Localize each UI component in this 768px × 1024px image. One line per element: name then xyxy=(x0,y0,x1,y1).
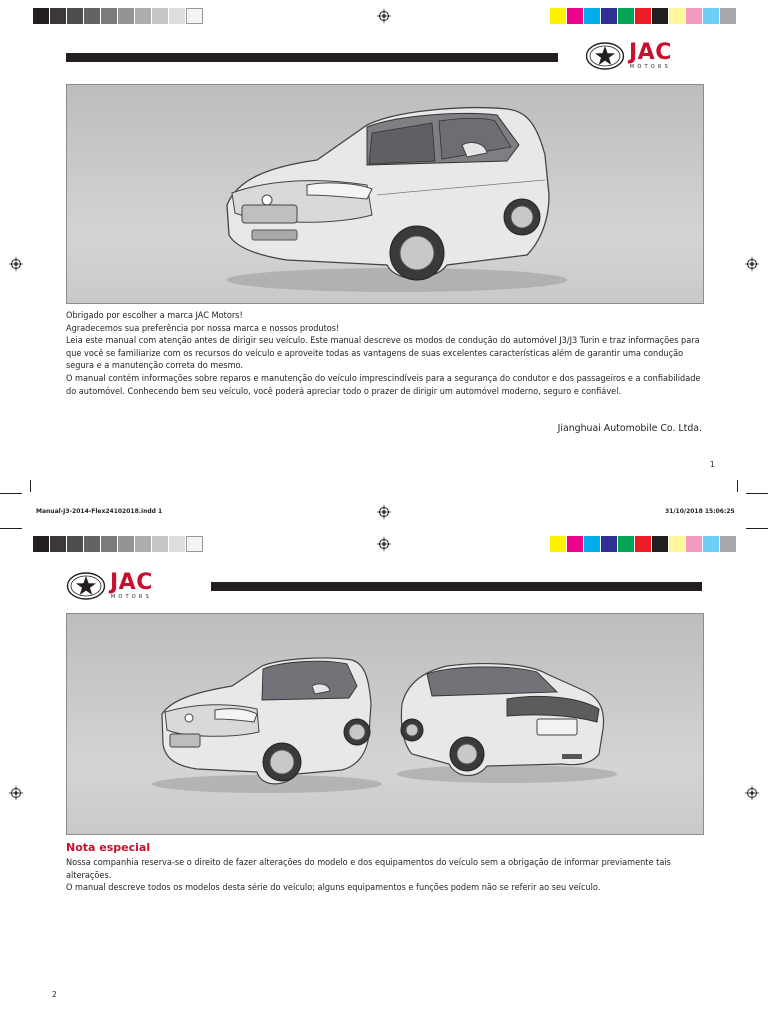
registration-mark-icon xyxy=(745,257,759,271)
registration-mark-icon xyxy=(377,9,391,23)
crop-mark xyxy=(30,480,31,492)
slug-filename: Manual-J3-2014-Flex24102018.indd 1 xyxy=(36,508,163,515)
intro-paragraph: O manual contém informações sobre reparos e manutenção do veículo imprescindíveis para a segurança do condutor e dos passageiros e a confiabilidade do automóvel. Conhecendo bem seu veículo, você poderá apreciar todo o prazer de dirigir um automóvel moderno, seguro e confiável. xyxy=(66,373,701,397)
nota-especial-text xyxy=(66,857,704,895)
header-rule xyxy=(211,582,702,591)
gray-color-bar-bottom xyxy=(33,536,203,552)
page-number: 1 xyxy=(710,460,715,469)
intro-paragraph: Agradecemos sua preferência por nossa marca e nossos produtos! xyxy=(66,323,340,334)
cmyk-color-bar-bottom xyxy=(550,536,737,552)
gray-color-bar-top xyxy=(33,8,203,24)
jac-star-emblem-icon xyxy=(66,571,106,601)
crop-mark xyxy=(0,493,22,494)
cmyk-color-bar-top xyxy=(550,8,737,24)
crop-mark xyxy=(746,493,768,494)
registration-mark-icon xyxy=(745,786,759,800)
registration-mark-icon xyxy=(9,786,23,800)
logo-brand-text: JAC xyxy=(110,570,153,595)
registration-mark-icon xyxy=(377,537,391,551)
slug-date: 31/10/2018 15:06:25 xyxy=(665,508,735,515)
page-number: 2 xyxy=(52,990,57,999)
jac-logo xyxy=(66,571,153,601)
car-illustration-front xyxy=(66,84,704,304)
intro-paragraph: Leia este manual com atenção antes de dirigir seu veículo. Este manual descreve os modos de condução do automóvel J3/J3 Turin e traz informações para que você se familiarize com os recursos do veículo e aproveite todas as vantagens de suas excelentes características além de garantir uma condução segura e a manutenção correta do mesmo. xyxy=(66,336,700,372)
nota-paragraph: Nossa companhia reserva-se o direito de fazer alterações do modelo e dos equipamentos do veículo sem a obrigação de informar previamente tais alterações. xyxy=(66,858,671,881)
crop-mark xyxy=(746,528,768,529)
company-signature: Jianghuai Automobile Co. Ltda. xyxy=(557,423,702,434)
intro-text xyxy=(66,310,704,398)
header-rule xyxy=(66,53,558,62)
nota-paragraph: O manual descreve todos os modelos desta série do veículo; alguns equipamentos e funções podem não se referir ao seu veículo. xyxy=(66,883,601,894)
registration-mark-icon xyxy=(9,257,23,271)
crop-mark xyxy=(0,528,22,529)
logo-sub-text: MOTORS xyxy=(629,64,671,70)
nota-especial-heading: Nota especial xyxy=(66,841,151,854)
logo-brand-text: JAC xyxy=(629,40,672,65)
jac-star-emblem-icon xyxy=(585,41,625,71)
logo-sub-text: MOTORS xyxy=(110,594,152,600)
registration-mark-icon xyxy=(377,505,391,519)
crop-mark xyxy=(737,480,738,492)
intro-paragraph: Obrigado por escolher a marca JAC Motors! xyxy=(66,311,243,321)
jac-logo xyxy=(585,41,672,71)
car-illustration-front-and-rear xyxy=(66,613,704,835)
